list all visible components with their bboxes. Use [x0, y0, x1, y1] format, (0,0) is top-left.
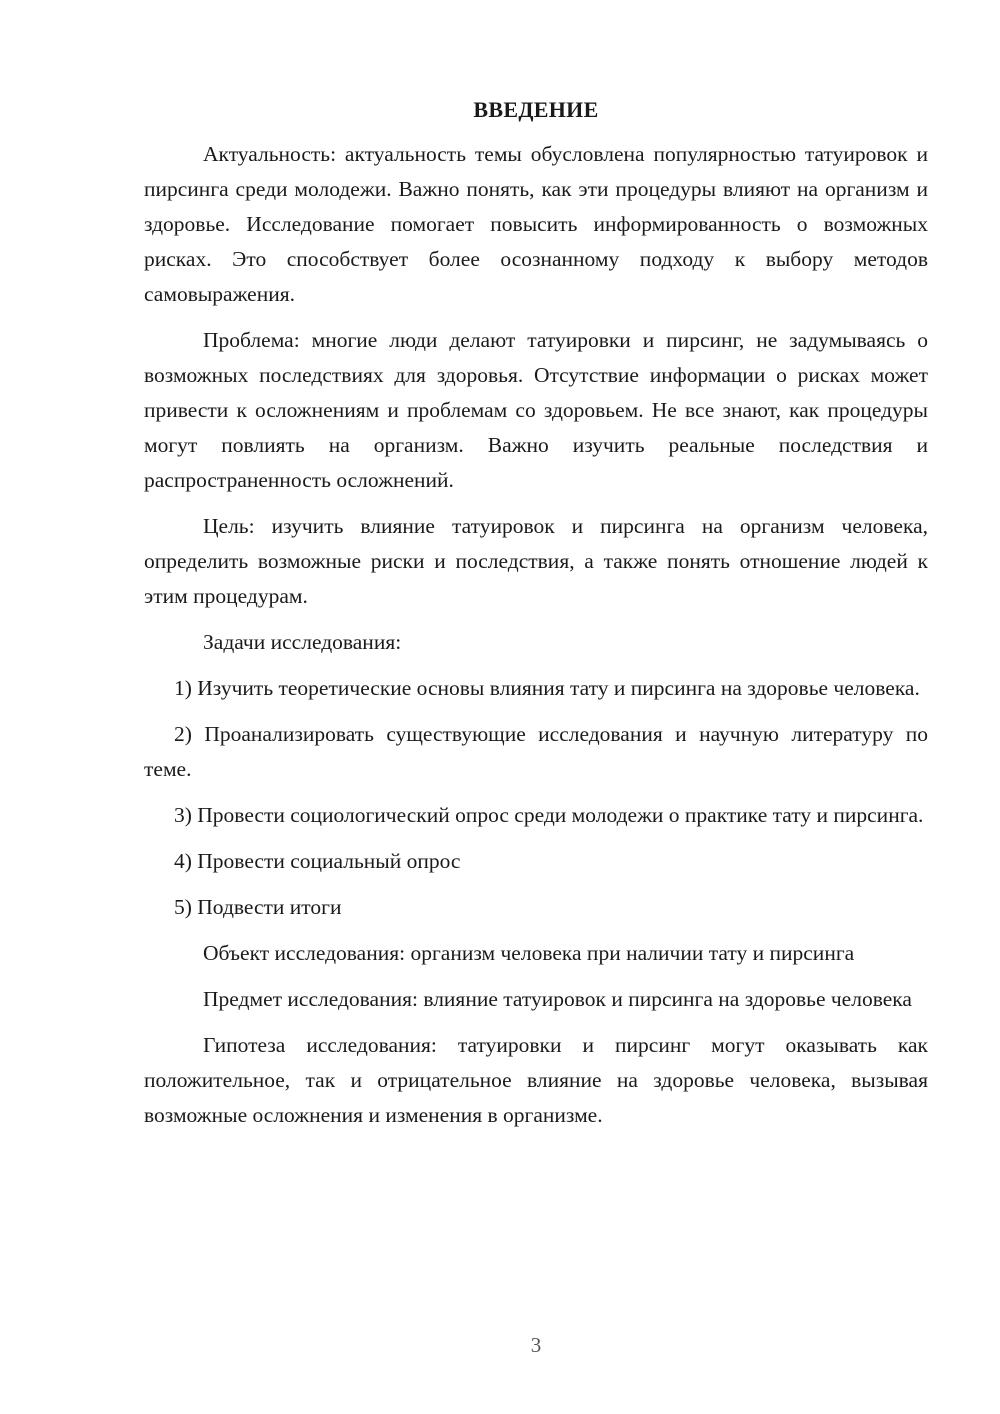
task-item-5: 5) Подвести итоги: [174, 895, 342, 919]
paragraph-hypothesis: Гипотеза исследования: татуировки и пирсинг могут оказывать как положительное, так и отрицательное влияние на здоровье человека, вызывая возможные осложнения и изменения в организме.: [144, 1033, 928, 1127]
paragraph-problem: Проблема: многие люди делают татуировки и пирсинг, не задумываясь о возможных последствиях для здоровья. Отсутствие информации о рисках может привести к осложнениям и проблемам со здоровьем. Не все знают, как процедуры могут повлиять на организм. Важно изучить реальные последствия и распространенность осложнений.: [144, 328, 928, 492]
document-page: [144, 92, 928, 1133]
paragraph-goal: Цель: изучить влияние татуировок и пирсинга на организм человека, определить возможные риски и последствия, а также понять отношение людей к этим процедурам.: [144, 514, 928, 608]
task-item-1: 1) Изучить теоретические основы влияния тату и пирсинга на здоровье человека.: [174, 676, 920, 700]
paragraph-object: Объект исследования: организм человека при наличии тату и пирсинга: [203, 941, 855, 965]
task-item-4: 4) Провести социальный опрос: [174, 849, 461, 873]
paragraph-subject: Предмет исследования: влияние татуировок и пирсинга на здоровье человека: [203, 987, 912, 1011]
tasks-heading: Задачи исследования:: [203, 630, 402, 654]
task-item-3: 3) Провести социологический опрос среди молодежи о практике тату и пирсинга.: [174, 803, 924, 827]
page-title: ВВЕДЕНИЕ: [473, 97, 599, 122]
page-number: 3: [530, 1333, 542, 1357]
paragraph-relevance: Актуальность: актуальность темы обусловлена популярностью татуировок и пирсинга среди молодежи. Важно понять, как эти процедуры влияют на организм и здоровье. Исследование помогает повысить информированность о возможных рисках. Это способствует более осознанному подходу к выбору методов самовыражения.: [144, 142, 928, 306]
task-item-2: 2) Проанализировать существующие исследования и научную литературу по теме.: [144, 722, 928, 781]
